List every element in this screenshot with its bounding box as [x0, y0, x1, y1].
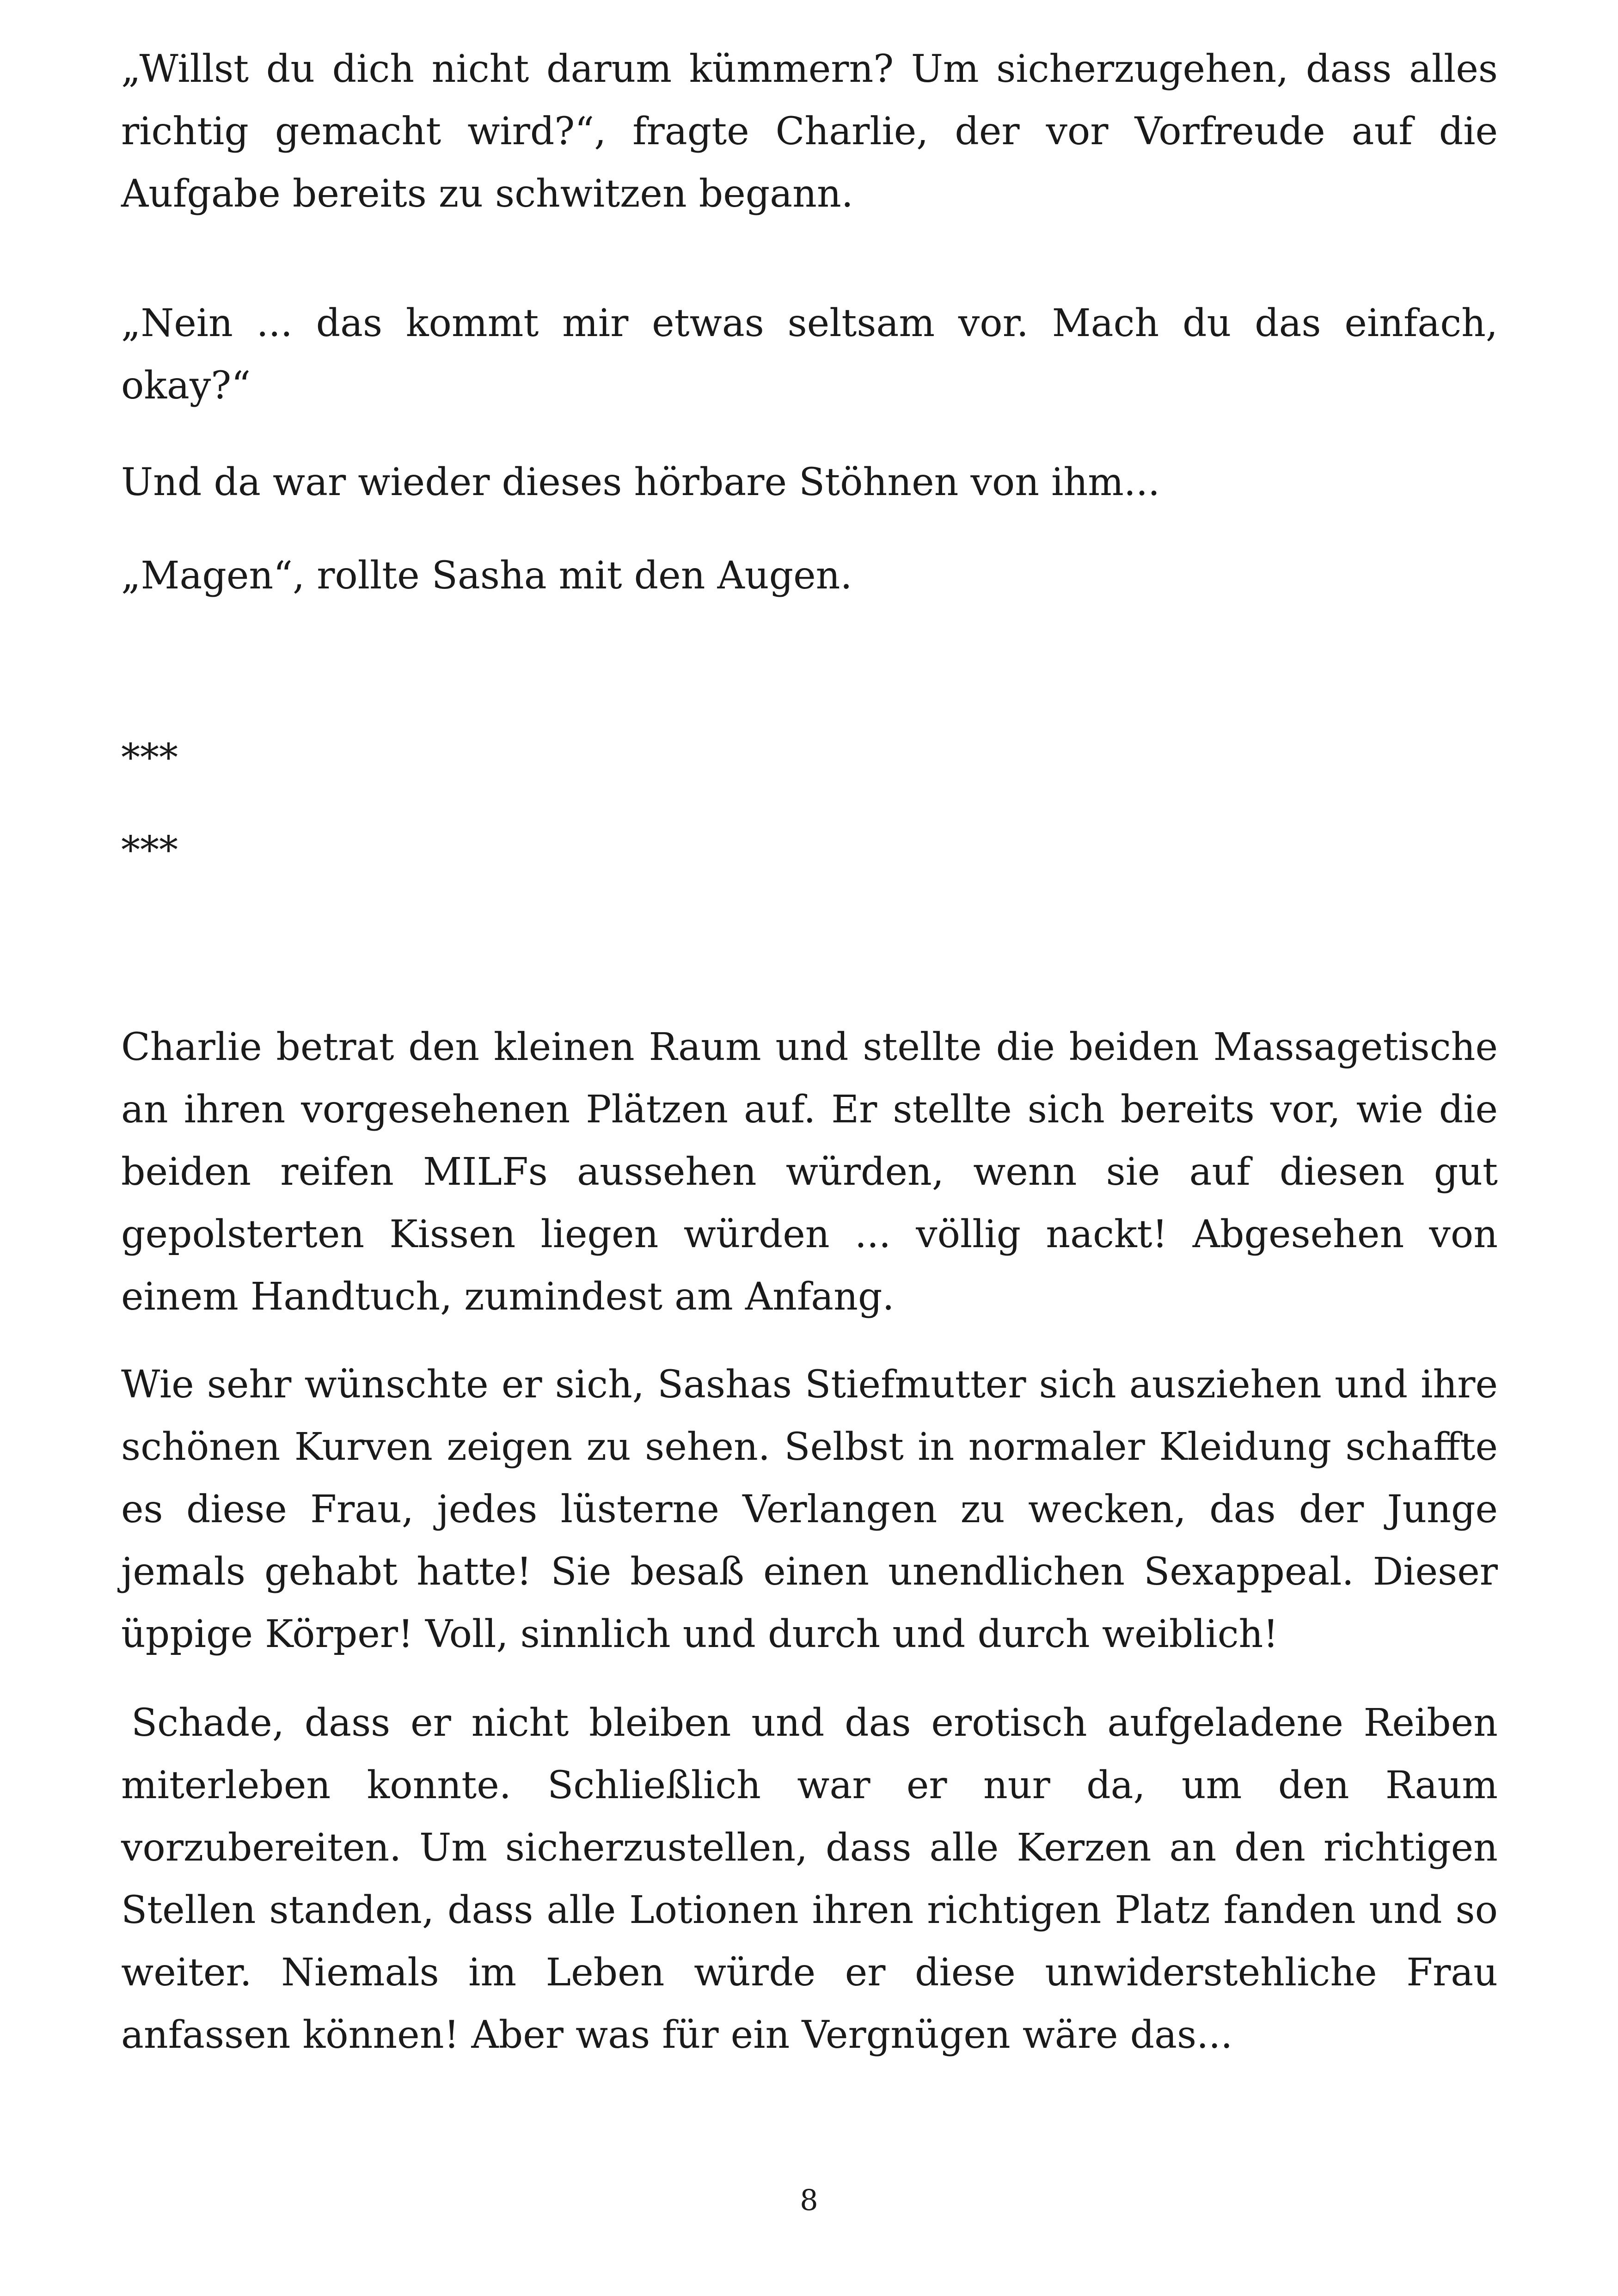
- paragraph-narration: Und da war wieder dieses hörbare Stöhnen von ihm...: [121, 460, 1160, 504]
- paragraph-scene-opening: Charlie betrat den kleinen Raum und stellte die beiden Massagetische an ihren vorgesehenen Plätzen auf. Er stellte sich bereits vor, wie die beiden reifen MILFs aussehen würden, wenn sie auf diesen gut gepolsterten Kissen liegen würden ... völlig nackt! Abgesehen von einem Handtuch, zumindest am Anfang.: [121, 1025, 1498, 1319]
- paragraph-narration: Wie sehr wünschte er sich, Sashas Stiefmutter sich ausziehen und ihre schönen Kurven zeigen zu sehen. Selbst in normaler Kleidung schaffte es diese Frau, jedes lüsterne Verlangen zu wecken, das der Junge jemals gehabt hatte! Sie besaß einen unendlichen Sexappeal. Dieser üppige Körper! Voll, sinnlich und durch und durch weiblich!: [121, 1363, 1498, 1656]
- page-number: 8: [800, 2183, 818, 2217]
- paragraph-dialogue-charlie: „Willst du dich nicht darum kümmern? Um sicherzugehen, dass alles richtig gemacht wird?“, fragte Charlie, der vor Vorfreude auf die Aufgabe bereits zu schwitzen begann.: [121, 47, 1498, 216]
- scene-break: ***: [121, 828, 178, 872]
- paragraph-dialogue-reply: „Nein ... das kommt mir etwas seltsam vor. Mach du das einfach, okay?“: [121, 301, 1498, 408]
- paragraph-dialogue-sasha: „Magen“, rollte Sasha mit den Augen.: [121, 554, 852, 598]
- paragraph-narration: Schade, dass er nicht bleiben und das erotisch aufgeladene Reiben miterleben konnte. Schließlich war er nur da, um den Raum vorzubereiten. Um sicherzustellen, dass alle Kerzen an den richtigen Stellen standen, dass alle Lotionen ihren richtigen Platz fanden und so weiter. Niemals im Leben würde er diese unwiderstehliche Frau anfassen können! Aber was für ein Vergnügen wäre das...: [121, 1701, 1498, 2057]
- scene-break: ***: [121, 736, 178, 780]
